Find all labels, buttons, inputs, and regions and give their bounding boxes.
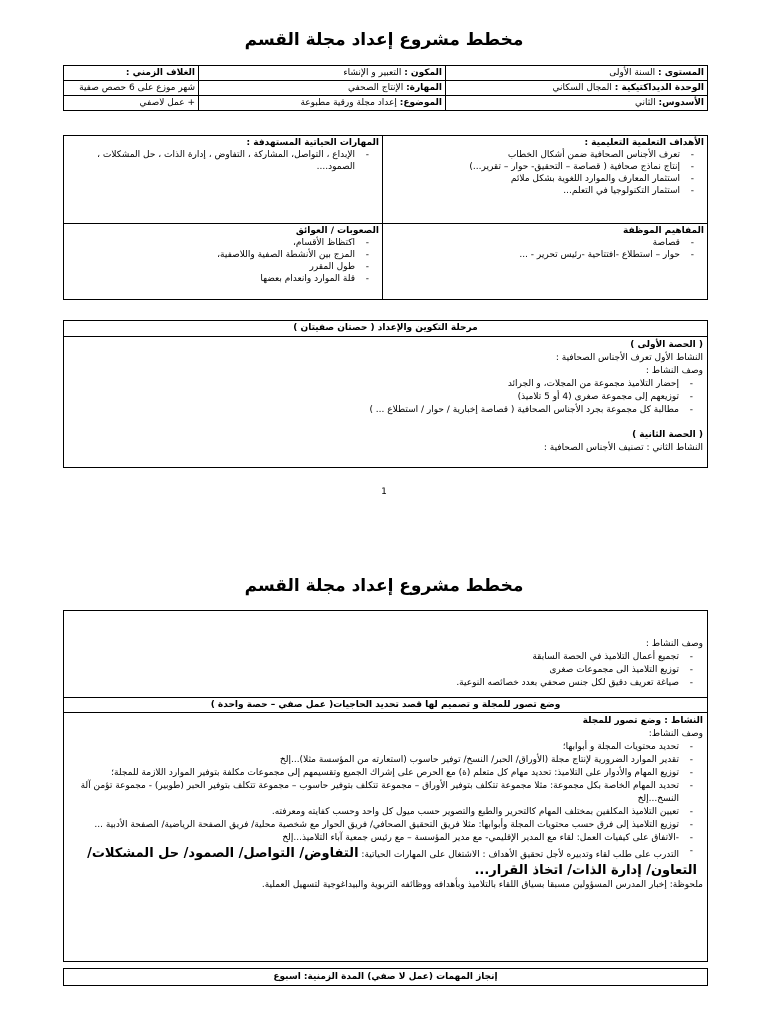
document-page-2 [0, 560, 768, 1024]
session-1-label: ( الحصة الأولى ) [630, 340, 703, 350]
topic-cell [199, 96, 446, 111]
list-item: - استثمار التكنولوجيا في التعلم... [386, 185, 698, 197]
list-item: - توزيع التلاميذ الى مجموعات صغرى [68, 664, 697, 677]
list-item: - قلة الموارد وانعدام بعضها [67, 273, 373, 285]
obstacles-title: الصعوبات / العوائق [295, 226, 379, 236]
cover-label: الغلاف الزمني : [125, 68, 195, 78]
list-item: - تقدير الموارد الضرورية لإنتاج مجلة (الأوراق/ الحبر/ النسخ/ توفير حاسوب (استعارته من المؤسسة مثلا)...إلخ [68, 754, 697, 767]
list-item: - تجميع أعمال التلاميذ في الحصة السابقة [68, 651, 697, 664]
objectives-list [386, 149, 704, 197]
training-skills-line-1: التفاوض/ التواصل/ الصمود/ حل المشكلات/ [87, 846, 359, 861]
skills-list [67, 149, 379, 173]
steps-list [68, 651, 703, 690]
list-item: - الإبداع ، التواصل، المشاركة ، التفاوض ، إدارة الذات ، حل المشكلات ، الصمود.... [67, 149, 373, 173]
list-item: - المزج بين الأنشطة الصفية واللاصفية، [67, 249, 373, 261]
list-item: - تعيين التلاميذ المكلفين بمختلف المهام كالتحرير والطبع والتصوير حسب ميول كل واحد وحسب كفايته ومعرفته. [68, 806, 697, 819]
description-label: وصف النشاط : [645, 639, 703, 649]
list-item: - استثمار المعارف والموارد اللغوية بشكل ملائم [386, 173, 698, 185]
concepts-cell [383, 224, 708, 300]
list-item: - إحضار التلاميذ مجموعة من المجلات، و الجرائد [68, 378, 697, 391]
activity-description-label: وصف النشاط: [648, 729, 703, 739]
component-label: المكون : [404, 68, 442, 78]
objectives-cell [383, 136, 708, 224]
list-item: - تعرف الأجناس الصحافية ضمن أشكال الخطاب [386, 149, 698, 161]
activity-2-title: النشاط الثاني : تصنيف الأجناس الصحافية : [543, 443, 703, 453]
design-header: وضع تصور للمجلة و تصميم لها قصد تحديد الحاجيات( عمل صفي – حصة واحدة ) [63, 697, 708, 713]
unit-value: المجال السكاني [552, 83, 612, 93]
level-cell [446, 66, 708, 81]
cover-value-2: + عمل لاصفي [64, 96, 199, 111]
phase-box [63, 320, 708, 468]
semester-cell [446, 96, 708, 111]
activity-1-title: النشاط الأول تعرف الأجناس الصحافية : [555, 353, 703, 363]
footer-header: إنجاز المهمات (عمل لا صفي) المدة الزمنية: اسبوع [63, 968, 708, 986]
info-table [63, 65, 708, 111]
page-number: 1 [381, 487, 387, 497]
concepts-title: المفاهيم الموظفة [622, 226, 704, 236]
phase-steps-list [68, 378, 703, 417]
description-label: وصف النشاط : [645, 366, 703, 376]
obstacles-cell [64, 224, 383, 300]
level-value: السنة الأولى [609, 68, 656, 78]
session-2-label: ( الحصة الثانية ) [632, 430, 703, 440]
steps-box [63, 610, 708, 698]
activity-steps-list [68, 741, 703, 862]
skill-value: الإنتاج الصحفي [348, 83, 404, 93]
page-title: مخطط مشروع إعداد مجلة القسم [244, 30, 524, 50]
unit-cell [446, 81, 708, 96]
skills-title: المهارات الحياتية المستهدفة : [246, 138, 379, 148]
training-intro: التدرب على طلب لقاء وتدبيره لأجل تحقيق الأهداف : الاشتغال على المهارات الحياتية: [361, 850, 679, 860]
list-item: - اكتظاظ الأقسام، [67, 237, 373, 249]
list-item: - طول المقرر [67, 261, 373, 273]
component-value: التعبير و الإنشاء [343, 68, 402, 78]
activity-title: النشاط : وضع تصور للمجلة [582, 716, 703, 726]
topic-label: الموضوع: [399, 98, 442, 108]
list-item: - مطالبة كل مجموعة بجرد الأجناس الصحافية ( قصاصة إخبارية / حوار / استطلاع ... ) [68, 404, 697, 417]
list-item [68, 845, 697, 862]
level-label: المستوى : [658, 68, 704, 78]
concepts-list [386, 237, 704, 261]
document-page-1 [0, 0, 768, 500]
semester-label: الأسدوس: [658, 98, 704, 108]
activity-box [63, 712, 708, 962]
skill-label: المهارة: [406, 83, 442, 93]
skill-cell [199, 81, 446, 96]
objectives-table [63, 135, 708, 300]
list-item: - توزيع المهام والأدوار على التلاميذ: تحديد مهام كل متعلم (ة) مع الحرص على إشراك الجميع وتقسيمهم إلى مجموعات مكلفة بتوفير الموارد اللازمة للمجلة؛ [68, 767, 697, 780]
training-skills-line-2: التعاون/ إدارة الذات/ اتخاذ القرار... [474, 863, 697, 878]
component-cell [199, 66, 446, 81]
obstacles-list [67, 237, 379, 285]
list-item: - توزيع التلاميذ إلى فرق حسب محتويات المجلة وأبوابها: مثلا فريق التحقيق الصحافي/ فريق الحوار مع شخصية محلية/ فريق الصفحة الرياضية/ الصفحة الأدبية ... [68, 819, 697, 832]
list-item: - تحديد محتويات المجلة و أبوابها؛ [68, 741, 697, 754]
note-text: ملحوظة: إخبار المدرس المسؤولين مسبقا بسياق اللقاء بالتلاميذ وبأهدافه ووظائفه التربوية والبيداغوجية لتسهيل العملية. [261, 880, 703, 890]
list-item: - حوار – استطلاع -افتتاحية -رئيس تحرير - ... [386, 249, 698, 261]
cover-cell [64, 66, 199, 81]
cover-value-1: شهر موزع على 6 حصص صفية [64, 81, 199, 96]
page-title: مخطط مشروع إعداد مجلة القسم [244, 576, 524, 596]
list-item: - إنتاج نماذج صحافية ( قصاصة – التحقيق- حوار – تقرير...) [386, 161, 698, 173]
list-item: - -الاتفاق على كيفيات العمل: لقاء مع المدير الإقليمي- مع مدير المؤسسة – مع رئيس جمعية آباء التلاميذ...إلخ [68, 832, 697, 845]
list-item: - توزيعهم إلى مجموعة صغرى (4 أو 5 تلاميذ) [68, 391, 697, 404]
skills-cell [64, 136, 383, 224]
semester-value: الثاني [634, 98, 656, 108]
unit-label: الوحدة الديداكتيكية : [614, 83, 704, 93]
objectives-title: الأهداف التعلمية التعليمية : [584, 138, 704, 148]
phase-header: مرحلة التكوين والإعداد ( حصتان صفيتان ) [64, 321, 707, 337]
list-item: - تحديد المهام الخاصة بكل مجموعة: مثلا مجموعة تتكلف بتوفير الأوراق – مجموعة تتكلف بتوفير حاسوب – مجموعة تتكلف بتوفير الحبر (طوبير) - مجموعة تؤمن آلة النسخ...إلخ [68, 780, 697, 806]
list-item: - صياغة تعريف دقيق لكل جنس صحفي بعدد خصائصه النوعية. [68, 677, 697, 690]
topic-value: إعداد مجلة ورقية مطبوعة [300, 98, 397, 108]
list-item: - قصاصة [386, 237, 698, 249]
